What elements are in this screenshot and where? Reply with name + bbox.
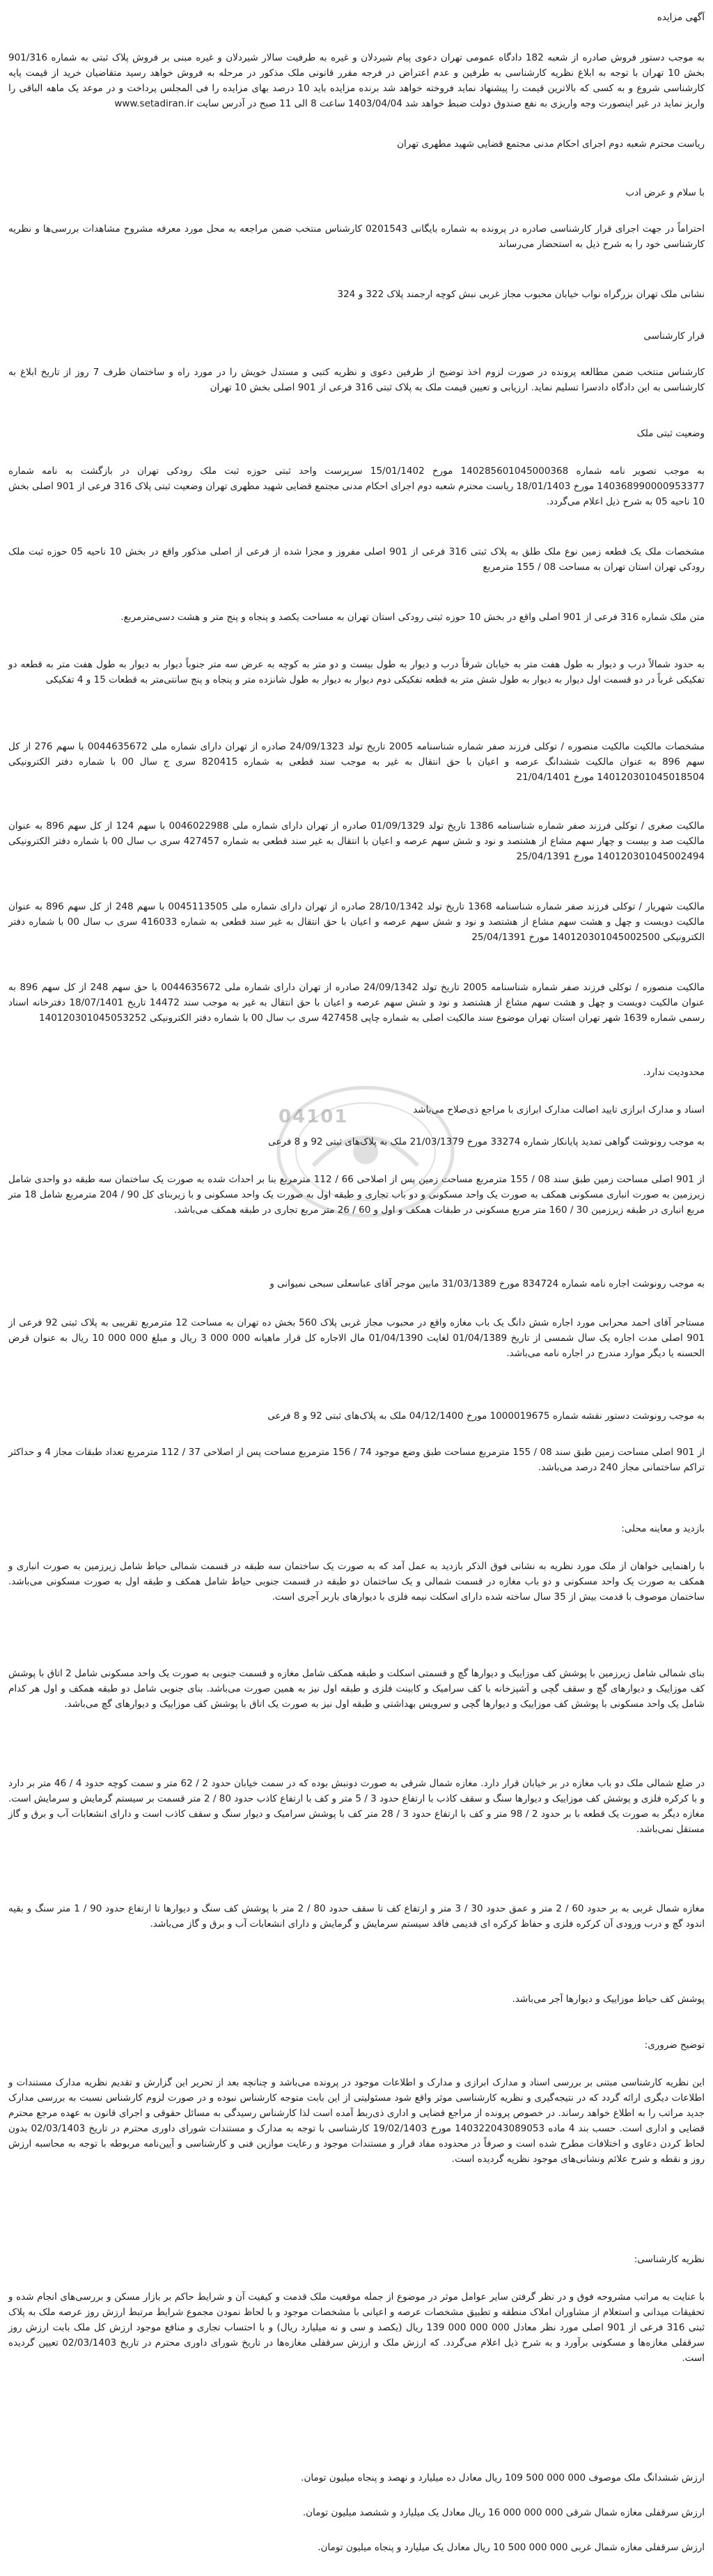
registration-paragraph-3: متن ملک شماره 316 فرعی از 901 اصلی واقع در بخش 10 حوزه ثبتی رودکی استان تهران به مساحت یکصد و پنجاه و پنج متر و هشت دسی‌مترمربع. [120,612,705,623]
visit-2-block [8,1666,705,1712]
visit-paragraph-4: مغازه شمال غربی به بر حدود 60 / 2 متر و عمق حدود 30 / 3 متر و ارتفاع کف تا سقف حدود 80 / 2 متر با پوشش کف سنگ و دیوارها تا ارتفاع حدود 90 / 1 متر سنگ و بقیه اندود گچ و درب ورودی آن کرکره فلزی و حفاظ کرکره ای قدیمی فاقد سیستم سرمایش و گرمایش و دارای انشعابات آب و برق و گاز می‌باشد. [8,1903,705,1930]
boundaries-paragraph: به حدود شمالاً درب و دیوار به طول هفت متر به خیابان شرقاً درب و دیوار به طول بیست و دو متر به کوچه به عرض سه متر جنوباً دیوار به دیوار به طول هفت متر به قطعه دو تفکیکی غرباً در دو قسمت اول دیوار به دیوار به طول شش متر به قطعه تفکیکی دوم دیوار به دیوار به طول شانزده متر و پنجاه و پنج سانتی‌متر به قطعات 15 و 4 تفکیکی [8,659,705,685]
owner-4-block [8,980,705,1026]
visit-paragraph-5: پوشش کف حیاط موزاییک و دیوارها آجر می‌باشد. [512,1994,705,2005]
opinion-heading-block [8,2252,705,2267]
restriction-note: محدودیت ندارد. [643,1067,705,1078]
visit-4-block [8,1901,705,1932]
document-3-body: از 901 اصلی مساحت زمین طبق سند 08 / 155 مترمربع مساحت طبق وضع موجود 74 / 156 مترمربع مساحت پس از اصلاحی 37 / 112 مترمربع تعداد طبقات مجاز 4 و حداکثر تراکم ساختمانی مجاز 240 درصد می‌باشد. [8,1447,705,1473]
registration-4-block [8,657,705,687]
visit-5-block [8,1991,705,2007]
doc-3-title-block [8,1408,705,1424]
registration-heading: وضعیت ثبتی ملک [636,428,705,439]
doc-1-body-block [8,1172,705,1218]
intro-sign-block [8,136,705,152]
document-3-title: به موجب رونوشت دستور نقشه شماره 1000019675 مورخ 04/12/1400 ملک به پلاک‌های ثبتی 92 و 8 فرعی [267,1410,705,1422]
visit-paragraph-2: بنای شمالی شامل زیرزمین با پوشش کف موزاییک و دیوارها گچ و قسمتی اسکلت و طبقه همکف شامل مغازه و قسمت جنوبی به صورت یک واحد مسکونی شامل 2 اتاق با پوشش کف موزاییک و دیوارهای گچ و سقف گچی و آشپزخانه با کف سرامیک و کابینت فلزی و طبقه اول نیز به همین صورت می‌باشد. بنای جنوبی شامل دو طبقه همکف و اول هر کدام شامل یک واحد مسکونی با پوشش کف موزاییک و دیوارها گچی و سرویس بهداشتی و طبقه اول نیز به صورت یک اتاق با پوشش کف موزاییک و دیوارهای گچ می‌باشد. [8,1668,705,1710]
doc-1-title-block [8,1134,705,1150]
value-2-block [8,2505,705,2520]
docs-note-block [8,1102,705,1118]
visit-heading: بازدید و معاینه محلی: [621,1523,705,1534]
opinion-heading: نظریه کارشناسی: [634,2254,705,2265]
description-heading: توضیح ضروری: [644,2040,705,2051]
doc-2-body-block [8,1315,705,1361]
doc-2-title-block [8,1276,705,1291]
order-heading-block [8,328,705,344]
value-1-block [8,2470,705,2486]
respect-paragraph: احتراماً در جهت اجرای قرار کارشناسی صادره در پرونده به شماره بایگانی 0201543 کارشناس منتخب ضمن مراجعه به محل مورد معرفه مشروح مشاهدات بررسی‌ها و نظریه کارشناسی خود را به شرح ذیل به استحضار می‌رساند [8,223,705,250]
intro-paragraph: به موجب دستور فروش صادره از شعبه 182 دادگاه عمومی تهران دعوی پیام شیردلان و غیره به طرفیت سالار شیردلان و غیره مبنی بر فروش پلاک ثبتی به شماره 901/316 بخش 10 تهران با توجه به ابلاغ نظریه کارشناسی به طرفین و عدم اعتراض در فرجه مقرر قانونی ملک مذکور در مرحله به فروش خواهد رسید متقاضیان خرید از قیمت پایه کارشناسی شروع و به کسی که بالاترین قیمت را پیشنهاد نماید فروخته خواهد شد برنده مزایده باید 10 درصد بهای مزایده را فی المجلس پرداخت و در موعد یک ماهه الباقی را واریز نماید در غیر اینصورت وجه واریزی به نفع صندوق دولت ضبط خواهد شد 1403/04/04 ساعت 8 الی 11 صبح در آدرس سایت www.setadiran.ir [8,52,705,109]
ownership-paragraph-3: مالکیت شهریار / توکلی فرزند صفر شماره شناسنامه 1368 تاریخ تولد 28/10/1342 صادره از تهران دارای شماره ملی 0045113505 با سهم 248 از کل سهم 896 به عنوان مالکیت دویست و چهل و هشت سهم مشاع از هشتصد و نود و شش سهم عرصه و اعیان با حق انتقال به غیر سند قطعی به شماره 416033 سری ب سال 00 با شماره دفتر الکترونیکی 140120301045002500 مورخ 25/04/1391 [8,901,705,943]
registration-heading-block [8,426,705,441]
registration-paragraph-2: مشخصات ملک یک قطعه زمین نوع ملک طلق به پلاک ثبتی 316 فرعی از 901 اصلی مفروز و مجزا شده از فرعی از اصلی مذکور واقع در بخش 10 ناحیه 05 حوزه ثبت ملک رودکی تهران استان تهران به مساحت 08 / 155 مترمربع [8,546,705,573]
property-value: ارزش ششدانگ ملک موصوف 000 000 500 109 ریال معادل ده میلیارد و نهصد و پنجاه میلیون تومان. [301,2472,705,2483]
owner-3-block [8,899,705,945]
order-heading: قرار کارشناسی [643,331,705,342]
document-2-title: به موجب رونوشت اجاره نامه شماره 834724 مورخ 31/03/1389 مابین موجر آقای عباسعلی سبحی نمیوانی و [269,1278,705,1289]
ownership-paragraph-1: مشخصات مالکیت مالکیت منصوره / توکلی فرزند صفر شماره شناسنامه 2005 تاریخ تولد 24/09/1323 صادره از تهران دارای شماره ملی 0044635672 با سهم 276 از کل سهم 896 به عنوان مالکیت ششدانگ عرصه و اعیان با حق انتقال به غیر به موجب سند قطعی به شماره 820415 سری ج سال 00 با شماره دفتر الکترونیکی 140120301045018504 مورخ 21/04/1401 [8,741,705,783]
restriction-block [8,1065,705,1080]
document-2-body: مستاجر آقای احمد محرابی مورد اجاره شش دانگ یک باب مغازه واقع در محبوب مجاز غربی پلاک 560 بخش ده تهران به مساحت 12 مترمربع تقریبی به پلاک ثبتی 92 فرعی از 901 اصلی مدت اجاره یک سال شمسی از تاریخ 01/04/1389 لغایت 01/04/1390 مال الاجاره کل قرار ماهیانه 000 000 3 ریال و مبلغ 000 000 10 ریال به عنوان قرض الحسنه یا دیگر موارد مندرج در اجاره نامه می‌باشد. [8,1317,705,1359]
registration-2-block [8,544,705,575]
greeting: با سلام و عرض ادب [625,187,705,198]
notice-title-block [8,10,705,25]
notice-title: آگهی مزایده [657,12,705,23]
description-paragraph: این نظریه کارشناسی مبتنی بر بررسی اسناد و مدارک ابرازی و مدارک و اطلاعات موجود در پرونده می‌باشد و چنانچه بعد از تحریر این گزارش و تقدیم نظریه مدارک مستندات و اطلاعات دیگری ارائه گردد که در نتیجه‌گیری و نظریه کارشناسی موثر واقع شود مسئولیتی از این بابت متوجه کارشناس نبوده و در صورت لزوم کارشناس نسبت به بررسی مدارک جدید مراتب را به اطلاع خواهد رساند. در خصوص پرونده از مراجع قضایی و اداری ذی‌ربط آمده است لذا کارشناس رسیدگی به مسائل حقوقی و اجرای قانون به عهده مرجع محترم قضایی و اداری است. حسب بند 4 ماده 140322043089053 مورخ 19/02/1403 کارشناسی با توجه به مدارک و مستندات شورای داوری محترم در تاریخ 02/03/1403 بدون لحاظ کردن دعاوی و اختلافات مطرح شده است و صرفاً در محدوده مفاد قرار و مستندات موجود و رعایت موازین فنی و کارشناسی و آیین‌نامه مربوطه با توجه به محاسبه ارزش روز و نقطه و شرح علائم ونشانی‌های موجود نظریه گردیده است. [8,2077,705,2165]
owner-1-block [8,739,705,785]
northwest-shop-value: ارزش سرقفلی مغازه شمال غربی 000 000 500 10 ریال معادل یک میلیارد و پنجاه میلیون تومان. [318,2542,705,2553]
visit-1-block [8,1559,705,1605]
respect-block [8,221,705,252]
northeast-shop-value: ارزش سرقفلی مغازه شمال شرقی 000 000 000 16 ریال معادل یک میلیارد و ششصد میلیون تومان. [302,2507,705,2518]
opinion-block [8,2289,705,2366]
visit-paragraph-3: در ضلع شمالی ملک دو باب مغازه در بر خیابان قرار دارد. مغازه شمال شرقی به صورت دونبش بوده که در سمت خیابان حدود 2 / 62 متر و سمت کوچه حدود 4 / 46 متر بر دارد و با کرکره فلزی و پوشش کف موزاییک و دیوارها سنگ و سقف کاذب با ارتفاع حدود 3 / 5 متر و کف با ارتفاع کاذب حدود 80 / 2 متر قسمت بر سیستم گرمایش و سرمایش است. مغازه دیگر به صورت یک قطعه با بر حدود 2 / 98 متر و کف با ارتفاع حدود 3 / 28 متر کف با پوشش سرامیک و دیوار سنگ و سقف کاذب است و دارای انشعابات آب و برق و گاز مستقل نمی‌باشد. [8,1778,705,1835]
visit-paragraph-1: با راهنمایی خواهان از ملک مورد نظریه به نشانی فوق الذکر بازدید به عمل آمد که به صورت یک ساختمان سه طبقه در قسمت شمالی حیاط شامل زیرزمین به صورت انباری و همکف به صورت یک واحد مسکونی و دو باب مغازه در قسمت شمالی و یک ساختمان دو طبقه در قسمت جنوبی حیاط شامل همکف و طبقه اول به صورت مسکونی می‌باشد. ساختمان موصوف با قدمت بیش از 35 سال ساخته شده دارای اسکلت نیمه فلزی با دیوارهای باربر آجری است. [8,1561,705,1603]
order-paragraph: کارشناس منتخب ضمن مطالعه پرونده در صورت لزوم اخذ توضیح از طرفین دعوی و نظریه کتبی و مستدل خویش را در مورد راه و ساختمان طرف 7 روز از تاریخ ابلاغ به کارشناسی به این دادگاه دادسرا تسلیم نماید. ارزیابی و تعیین قیمت ملک به پلاک ثبتی 316 فرعی از 901 اصلی بخش 10 تهران [8,367,705,393]
registration-paragraph-1: به موجب تصویر نامه شماره 140285601045000368 مورخ 15/01/1402 سرپرست واحد ثبتی حوزه ثبت ملک رودکی تهران در بازگشت به نامه شماره 140368990000953377 مورخ 18/01/1403 ریاست محترم شعبه دوم اجرای احکام مدنی مجتمع قضایی شهید مطهری تهران وضعیت ثبتی پلاک 316 فرعی از 901 اصلی بخش 10 ناحیه 05 به شرح ذیل اعلام می‌گردد. [8,466,705,507]
desc-heading-block [8,2037,705,2053]
address-block [8,287,705,302]
addressee-line: ریاست محترم شعبه دوم اجرای احکام مدنی مجتمع قضایی شهید مطهری تهران [397,138,705,150]
intro-block [8,50,705,111]
desc-block [8,2075,705,2167]
value-3-block [8,2540,705,2555]
ownership-paragraph-2: مالکیت صغری / توکلی فرزند صفر شماره شناسنامه 1386 تاریخ تولد 01/09/1329 صادره از تهران دارای شماره ملی 0046022988 با سهم 124 از کل سهم 896 به عنوان مالکیت صد و بیست و چهار سهم مشاع از هشتصد و نود و شش سهم عرصه و اعیان با انتقال به غیر سند قطعی به شماره 427457 سری ب سال 00 با شماره دفتر الکترونیکی 140120301045002494 مورخ 25/04/1391 [8,820,705,862]
registration-3-block [8,610,705,625]
greeting-block [8,185,705,200]
doc-3-body-block [8,1445,705,1475]
owner-2-block [8,818,705,864]
visit-3-block [8,1776,705,1837]
visit-heading-block [8,1521,705,1536]
property-address: نشانی ملک تهران بزرگراه نواب خیابان محبوب مجاز غربی نبش کوچه ارجمند پلاک 322 و 324 [337,289,705,300]
stamp-number: 04101 [279,1106,349,1127]
ownership-paragraph-4: مالکیت منصوره / توکلی فرزند صفر شماره شناسنامه 2005 تاریخ تولد 24/09/1342 صادره از تهران دارای شماره ملی 0044635672 با حق سهم 248 از کل سهم 896 به عنوان مالکیت دویست و چهل و هشت سهم مشاع از هشتصد و نود و شش سهم عرصه و اعیان با حق انتقال به غیر به موجب سند 14472 تاریخ 18/07/1401 دفترخانه اسناد رسمی شماره 1639 شهر تهران استان تهران موضوع سند مالکیت اصلی به شماره چاپی 427458 سری ب سال 00 با شماره دفتر الکترونیکی 140120301045053252 [8,982,705,1024]
document-1-title: به موجب رونوشت گواهی تمدید پایانکار شماره 33274 مورخ 21/03/1379 ملک به پلاک‌های ثبتی 92 و 8 فرعی [268,1136,705,1147]
document-1-body: از 901 اصلی مساحت زمین طبق سند 08 / 155 مترمربع مساحت زمین پس از اصلاحی 66 / 112 مترمربع بنا بر احداث شده به صورت یک ساختمان سه طبقه دو واحدی شامل زیرزمین به صورت انباری مسکونی همکف به صورت یک واحد مسکونی و دو باب تجاری و طبقه اول به صورت یک واحد مسکونی و با زیربنای کل 90 / 204 مترمربع شامل 18 متر مربع انباری در طبقه زیرزمین 30 / 160 متر مربع مسکونی در طبقات همکف و اول و 60 / 26 متر مربع تجاری در طبقه همکف می‌باشد. [8,1174,705,1216]
documents-note: اسناد و مدارک ابرازی تایید اصالت مدارک ابرازی با مراجع ذی‌صلاح می‌باشد [413,1104,705,1115]
registration-1-block [8,463,705,509]
order-block [8,365,705,395]
opinion-paragraph: با عنایت به مراتب مشروحه فوق و در نظر گرفتن سایر عوامل موثر در موضوع از جمله موقعیت ملک قدمت و کیفیت آن و شرایط حاکم بر بازار مسکن و بررسی‌های انجام شده و تحقیقات میدانی و استعلام از مشاوران املاک منطقه و تطبیق مشخصات عرصه و اعیانی با مشخصات موجود و با لحاظ نمودن مجموع شرایط مرتبط ارزش روز عرصه ملک به پلاک ثبتی 316 فرعی از 901 اصلی مورد نظر معادل 000 000 000 139 ریال (یکصد و سی و نه میلیارد ریال) و با احتساب تجاری و منافع موجود ارزش کل ملک بابت ارزش روز سرقفلی مغازه‌ها و مسکونی برآورد و به شرح ذیل اعلام می‌گردد. که ارزش ملک و ارزش سرقفلی مغازه‌ها در تاریخ شورای داوری محترم در تاریخ 02/03/1403 تعیین گردیده است. [8,2291,705,2364]
